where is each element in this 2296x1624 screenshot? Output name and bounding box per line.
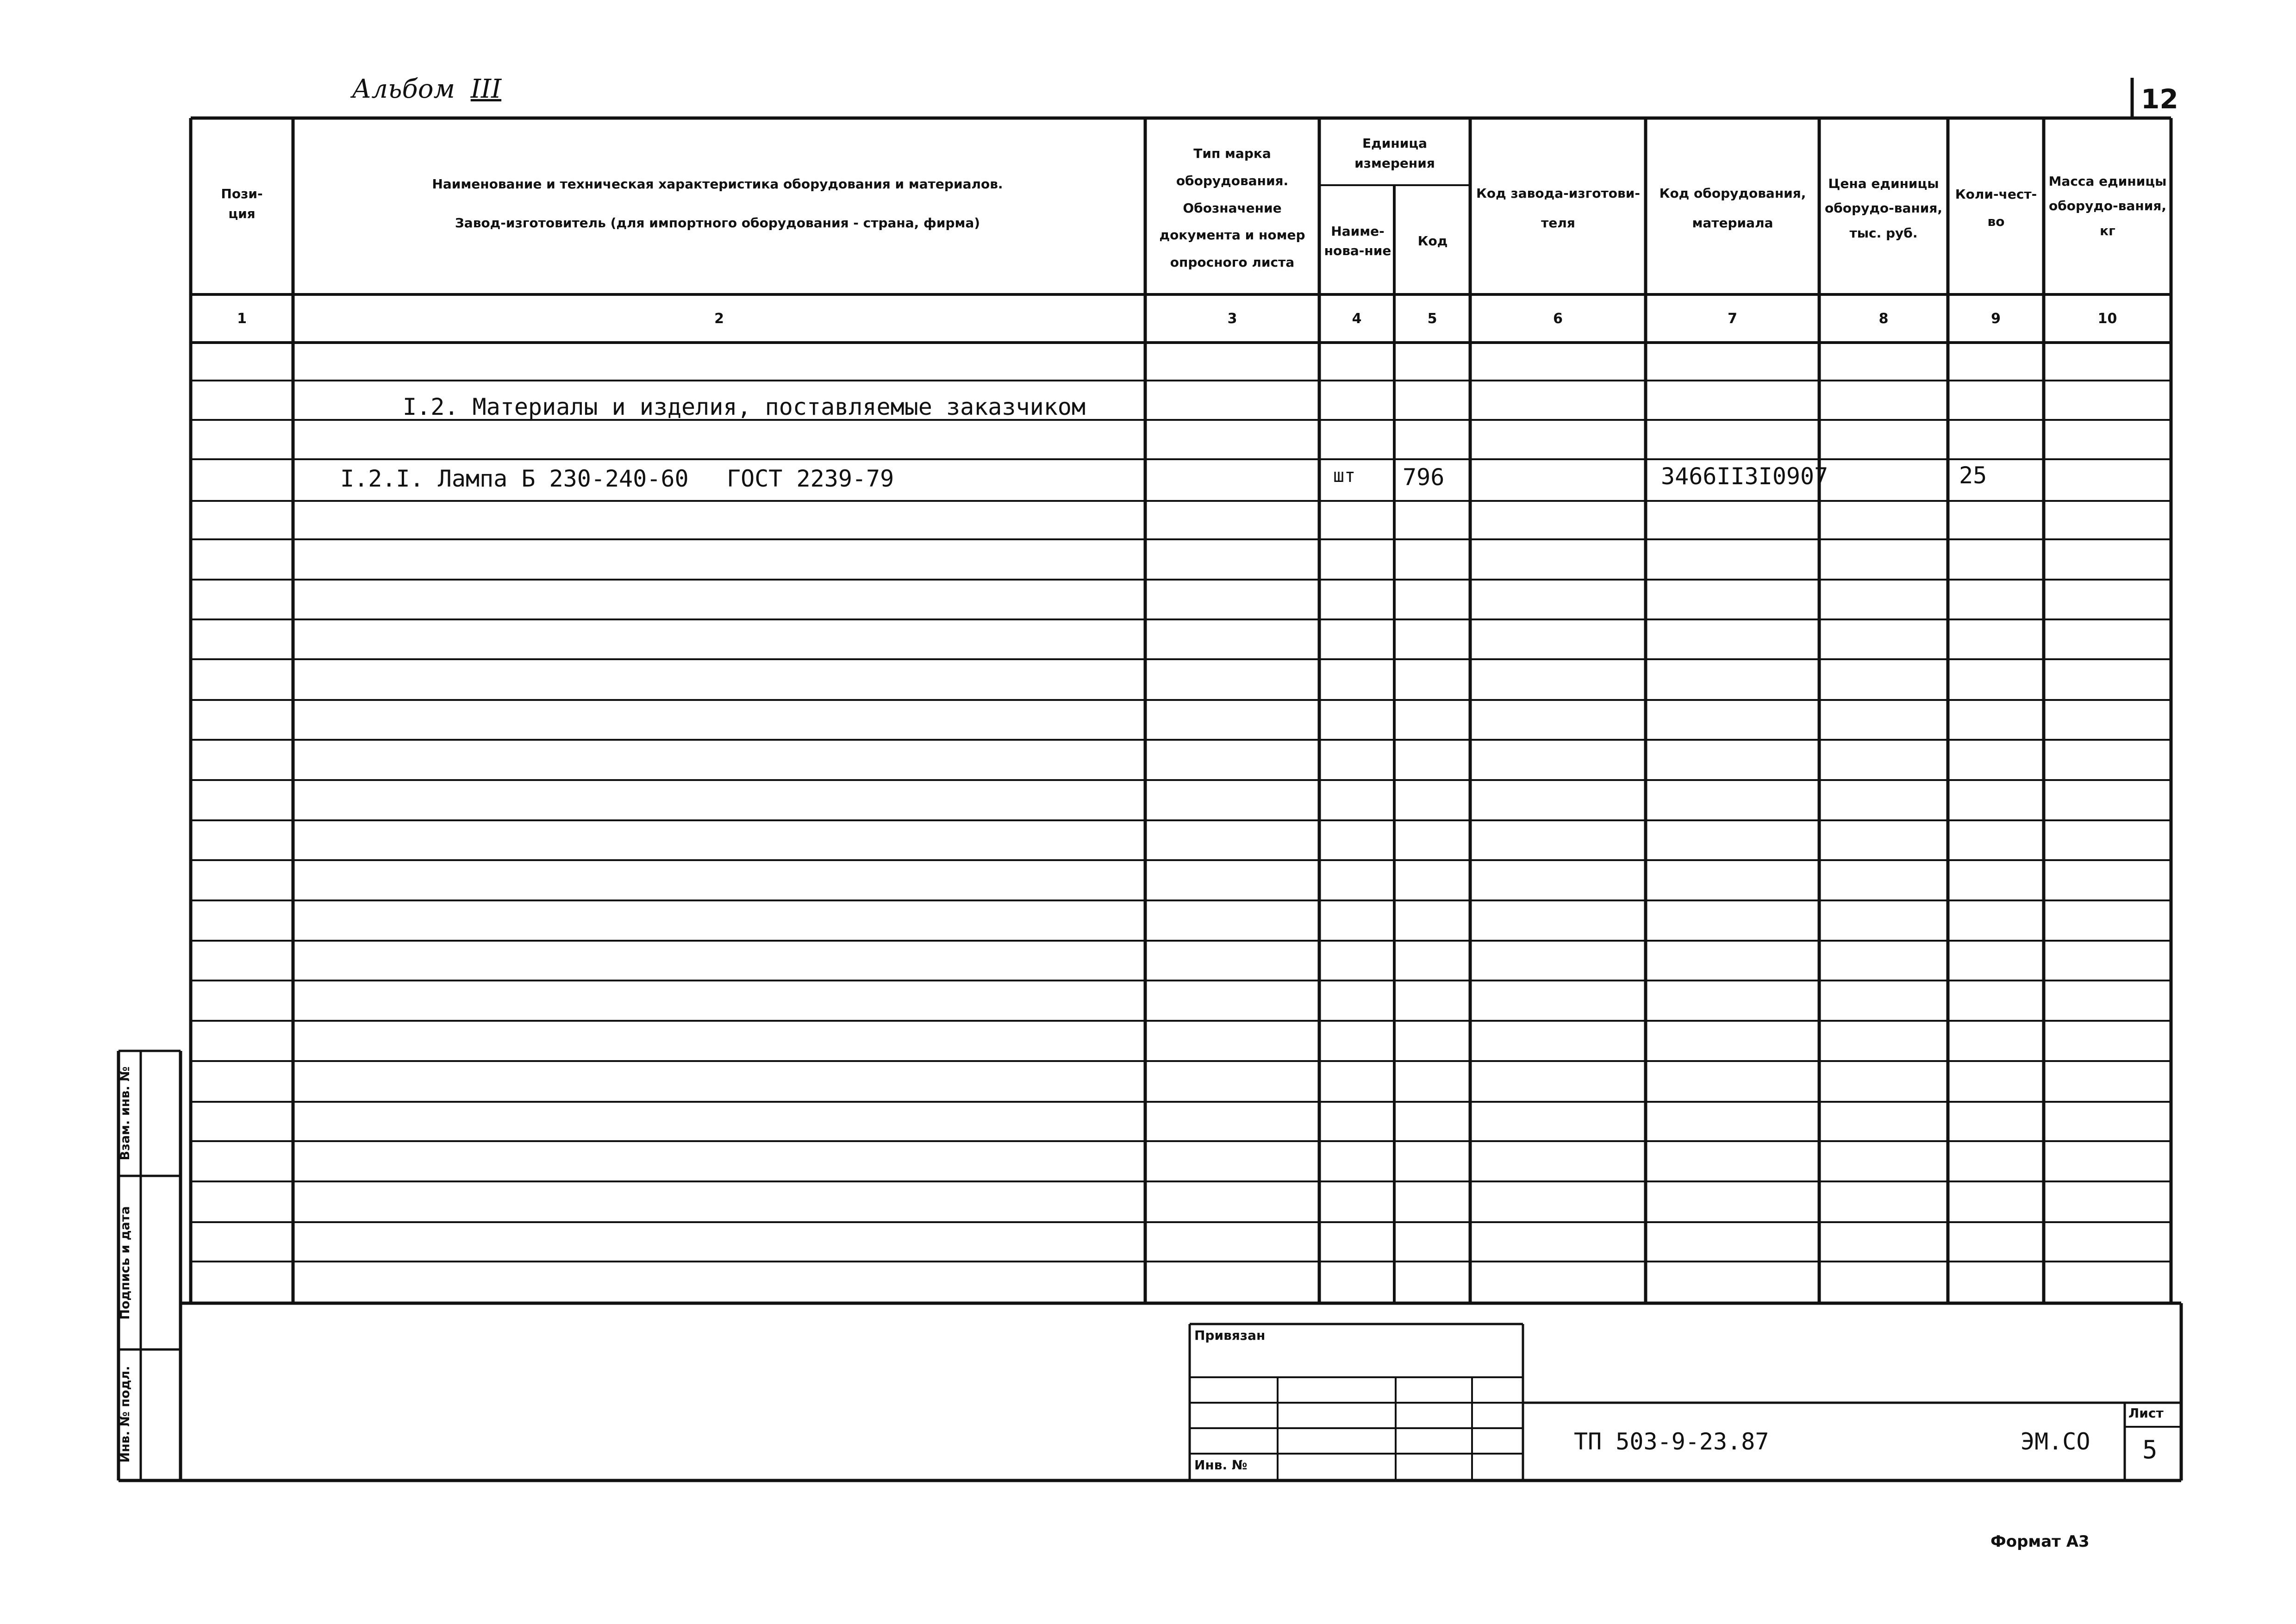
col-num-1: 1 (237, 310, 247, 327)
bound-label: Привязан (1194, 1328, 1266, 1343)
col-num-9: 9 (1991, 310, 2001, 327)
header-price: Цена единицы оборудо-вания, тыс. руб. (1825, 176, 1942, 241)
signature-date-label: Подпись и дата (118, 1206, 132, 1320)
header-material-code: Код оборудования, материала (1659, 185, 1806, 231)
format-label: Формат А3 (1990, 1532, 2090, 1551)
header-unit-group: Единица измерения (1354, 135, 1435, 171)
row-item-name: I.2.I. Лампа Б 230-240-60 (340, 465, 689, 492)
header-type: Тип марка оборудования. Обозначение документа и номер опросного листа (1159, 146, 1305, 270)
header-unit-name: Наиме-нова-ние (1324, 223, 1391, 258)
header-quantity: Коли-чест-во (1955, 187, 2037, 229)
col-num-4: 4 (1352, 310, 1362, 327)
row-unit-code: 796 (1403, 464, 1445, 491)
row-standard: ГОСТ 2239-79 (727, 465, 894, 492)
header-position: Пози- ция (221, 186, 263, 221)
inv-original-label: Инв. № подл. (118, 1366, 132, 1463)
sheet-label: Лист (2128, 1405, 2164, 1421)
doc-code: ТП 503-9-23.87 (1574, 1428, 1769, 1455)
sheet-number: 5 (2142, 1435, 2158, 1464)
col-num-3: 3 (1227, 310, 1237, 327)
stamp-inv-label: Инв. № (1194, 1457, 1248, 1473)
album-number: III (470, 74, 502, 104)
col-num-2: 2 (714, 310, 724, 327)
col-num-5: 5 (1427, 310, 1437, 327)
col-num-8: 8 (1878, 310, 1889, 327)
album-label: Альбом III (352, 74, 502, 104)
replace-inv-label: Взам. инв. № (118, 1066, 132, 1161)
header-manufacturer-code: Код завода-изготови-теля (1476, 185, 1640, 231)
header-mass: Масса единицы оборудо-вания, кг (2048, 174, 2167, 238)
section-title: I.2. Материалы и изделия, поставляемые заказчиком (403, 394, 1086, 420)
row-material-code: 3466II3I0907 (1661, 463, 1828, 490)
col-num-10: 10 (2097, 310, 2117, 327)
col-num-7: 7 (1728, 310, 1737, 327)
row-quantity: 25 (1959, 462, 1987, 489)
header-name: Наименование и техническая характеристика оборудования и материалов. Завод-изготовитель (для импортного оборудования - страна, фирма) (432, 176, 1003, 231)
page-number: 12 (2141, 83, 2178, 115)
section-code: ЭМ.СО (2021, 1428, 2090, 1455)
col-num-6: 6 (1553, 310, 1563, 327)
header-unit-code: Код (1417, 233, 1448, 249)
row-unit: шт (1333, 465, 1356, 487)
